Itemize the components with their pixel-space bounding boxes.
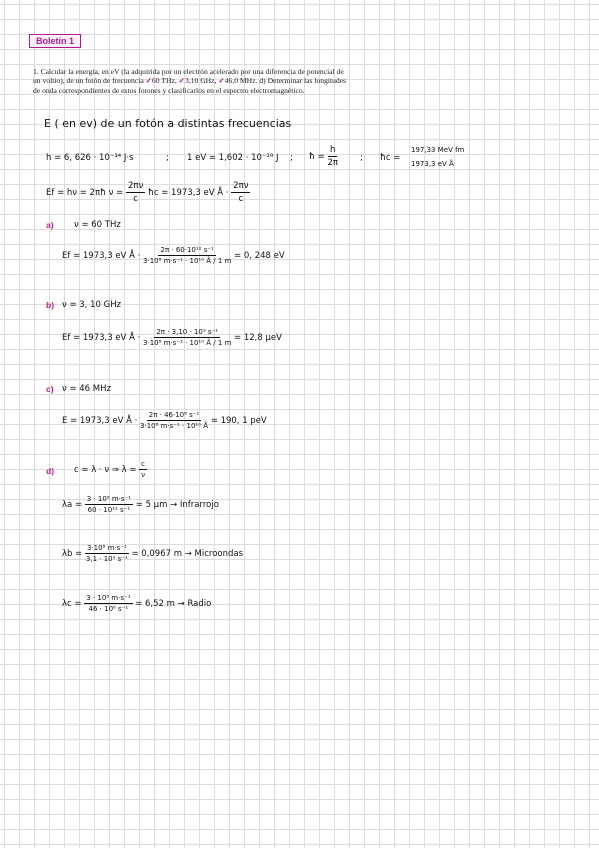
part-c-den: 3·10⁸ m·s⁻¹ · 10¹⁰ Å — [140, 422, 209, 430]
problem-number: 1. — [33, 67, 39, 76]
formula-num1: 2πν — [127, 181, 144, 191]
part-c-num: 2π · 46·10⁶ s⁻¹ — [148, 411, 200, 419]
const-hbar-num: h — [330, 145, 336, 155]
part-c-calc — [62, 411, 267, 430]
lambda-b-num: 3·10⁸ m·s⁻¹ — [86, 544, 127, 552]
part-a-den: 3·10⁸ m·s⁻¹ · 10¹⁰ Å / 1 m — [143, 257, 232, 265]
sep-1: ; — [166, 153, 169, 163]
const-hbar-lhs: ħ = — [309, 152, 325, 162]
lambda-a-num: 3 · 10⁸ m·s⁻¹ — [86, 495, 132, 503]
formula-num2: 2πν — [233, 181, 249, 191]
part-a-calc — [62, 246, 285, 265]
part-d-given — [74, 460, 147, 479]
const-hbar-den: 2π — [327, 158, 338, 168]
formula-den2: c — [238, 194, 244, 204]
check-mark-icon: ✓ — [145, 76, 152, 86]
formula-mid: ħc = 1973,3 eV Å · — [147, 188, 229, 198]
const-hc-lhs: ħc = — [380, 153, 401, 163]
part-c-given: ν = 46 MHz — [62, 384, 111, 394]
part-a-label: a) — [46, 220, 54, 230]
part-a-result: = 0, 248 eV — [234, 251, 285, 261]
part-a-given: ν = 60 THz — [74, 220, 121, 230]
const-hc-top: 197,33 MeV fm — [411, 146, 465, 154]
part-d-given-num: c — [141, 460, 146, 468]
lambda-b-row — [62, 544, 243, 563]
part-b-calc — [62, 328, 282, 347]
freq-3: 46,0 MHz. — [224, 76, 258, 86]
lambda-c-den: 46 · 10⁶ s⁻¹ — [88, 605, 129, 613]
lambda-a-den: 60 · 10¹² s⁻¹ — [87, 506, 131, 514]
lambda-b-den: 3,1 · 10⁹ s⁻¹ — [85, 555, 128, 563]
formula-row — [46, 181, 250, 204]
sep-2: ; — [290, 153, 293, 163]
part-b-label: b) — [46, 300, 55, 310]
part-c-lhs: E = 1973,3 eV Å · — [62, 416, 138, 426]
notes-heading: E ( en ev) de un fotón a distintas frecuencias — [44, 117, 292, 130]
lambda-a-row — [62, 495, 219, 514]
formula-den1: c — [133, 194, 138, 204]
part-b-given: ν = 3, 10 GHz — [62, 300, 122, 310]
lambda-c-row — [62, 594, 211, 613]
problem-text-a: Calcular la energía, en eV (la adquirida por un electrón acelerado por una diferencia de potencial de un voltio), de un fotón de frecuencia — [33, 67, 344, 86]
part-c-label: c) — [46, 384, 54, 394]
part-b-lhs: Ef = 1973,3 eV Å · — [62, 333, 141, 343]
lambda-a-result: = 5 μm → Infrarrojo — [135, 500, 219, 510]
formula-lhs: Ef = hν = 2πħ ν = — [46, 188, 124, 198]
const-hc-bottom: 1973,3 eV Å — [411, 160, 454, 168]
check-mark-icon: ✓ — [178, 76, 186, 86]
const-hbar — [309, 145, 338, 168]
part-b-den: 3·10⁸ m·s⁻¹ · 10¹⁰ Å / 1 m — [143, 339, 232, 347]
check-mark-icon: ✓ — [218, 76, 225, 86]
part-d-given-den: ν — [141, 471, 146, 479]
part-d-given-text: c = λ · ν ⇒ λ = — [74, 465, 137, 475]
sep-3: ; — [360, 153, 363, 163]
freq-2: 3,10 GHz, — [185, 76, 217, 86]
page-title: Boletín 1 — [29, 34, 81, 48]
const-h: h = 6, 626 · 10⁻³⁴ J·s — [46, 153, 134, 163]
part-d-label: d) — [46, 466, 55, 476]
lambda-a-lhs: λa = — [62, 500, 83, 510]
lambda-c-num: 3 · 10⁸ m·s⁻¹ — [86, 594, 131, 602]
problem-statement — [33, 67, 351, 95]
part-b-num: 2π · 3,10 · 10⁹ s⁻¹ — [156, 328, 219, 336]
lambda-b-lhs: λb = — [62, 549, 83, 559]
part-a-num: 2π · 60·10¹² s⁻¹ — [160, 246, 214, 254]
problem-text-b: d) Determinar las longitudes de onda correspondientes de estos fotones y clasificarlos en el espectro electromagnético. — [33, 76, 347, 95]
freq-1: 60 THz, — [151, 76, 177, 86]
part-a-lhs: Ef = 1973,3 eV Å · — [62, 251, 141, 261]
part-b-result: = 12,8 μeV — [234, 333, 282, 343]
lambda-b-result: = 0,0967 m → Microondas — [131, 549, 244, 559]
const-ev: 1 eV = 1,602 · 10⁻¹⁹ J — [187, 153, 279, 163]
lambda-c-lhs: λc = — [62, 599, 82, 609]
part-c-result: = 190, 1 peV — [210, 416, 267, 426]
lambda-c-result: = 6,52 m → Radio — [135, 599, 212, 609]
